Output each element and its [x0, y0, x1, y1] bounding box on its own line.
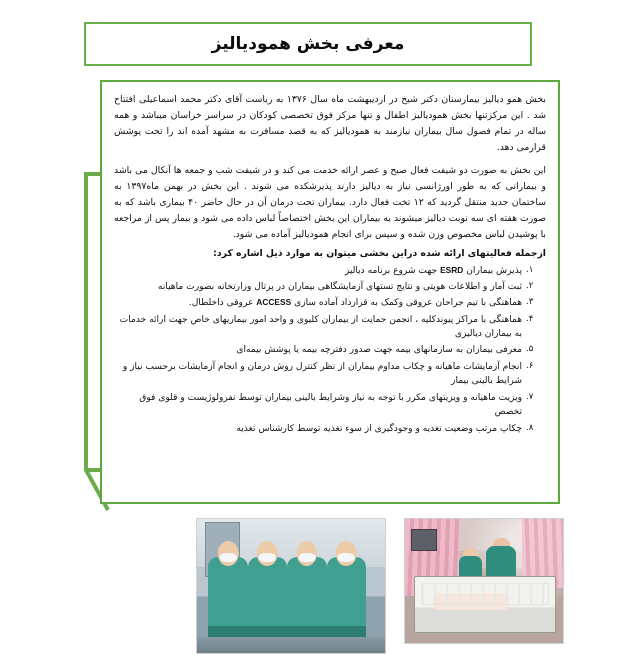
list-item: هماهنگی با مراکز پیوندکلیه ، انجمن حمایت از بیماران کلیوی و واحد امور بیماریهای خاص جهت ارائه خدمات به بیماران دیالیزی — [119, 314, 522, 340]
dialysis-patient-room-photo — [404, 518, 564, 644]
photo-row — [112, 518, 564, 654]
document-body — [100, 80, 560, 504]
list-item: چکاپ مرتب وضعیت تغذیه و وجودگیری از سوء تغذیه توسط کارشناس تغذیه — [236, 423, 522, 434]
list-item: ثبت آمار و اطلاعات هویتی و نتایج تستهای آزمایشگاهی بیماران در پرتال وزارتخانه بصورت ماهیانه — [157, 282, 522, 293]
list-item: پذیرش بیماران ESRD جهت شروع برنامه دیالیز — [344, 264, 522, 276]
list-item: ویزیت ماهیانه و ویزیتهای مکرر با توجه به نیاز وشرایط بالینی بیماران توسط نفرولوژیست و قلوی فوق تخصص — [139, 392, 522, 418]
nursing-staff-group-photo — [196, 518, 386, 654]
acronym: ACCESS — [256, 297, 292, 308]
paragraph-2: این بخش به صورت دو شیفت فعال صبح و عصر ارائه خدمت می کند و در شیفت شب و جمعه ها آنکال می باشد و بیمارانی که به طور اورژانسی نیاز به دیالیز دارند پذیرشکده می شوند . این بخش در بهمن ماه۱۳۹۷ به ساختمان جدید منتقل گردید که ۱۲ تخت فعال دارد. بیماران تحت درمان آن در حال حاضر ۴۰ بیماری باشد که به صورت هفته ای سه نوبت دیالیز میشوند به بیماران این بخش اختصاصاً لباس داده می شود و بیمار پس از مراجعه با پوشیدن لباس مخصوص وزن شده و سپس برای انجام همودیالیز آماده می شود. — [114, 164, 546, 240]
list-item: معرفی بیماران به سازمانهای بیمه جهت صدور دفترچه بیمه یا پوشش بیمه‌ای — [236, 345, 522, 356]
list-item: هماهنگی با تیم جراحان عروقی وکمک به قرارداد آماده سازی ACCESS عروقی داخلطال. — [188, 297, 522, 309]
document-title-banner — [84, 22, 532, 66]
activities-intro: ازجمله فعالیتهای ارائه شده دراین بخشی میتوان به موارد ذیل اشاره کرد: — [213, 247, 546, 259]
activities-list — [114, 264, 546, 436]
list-item: انجام آزمایشات ماهیانه و چکاب مداوم بیماران از نظر کنترل روش درمان و انجام آزمایشات برحسب نیاز و شرایط بالینی بیمار — [122, 361, 522, 387]
page-title: معرفی بخش همودیالیز — [211, 34, 405, 54]
acronym: ESRD — [440, 264, 464, 275]
paragraph-1: بخش همو دیالیز بیمارستان دکتر شیخ در اردیبهشت ماه سال ۱۳۷۶ به ریاست آقای دکتر محمد اسماعیلی افتتاح شد . این مرکزتنها بخش همودیالیز اطفال و تنها مرکز فوق تخصصی کودکان در سراسر خراسان میباشد و همه ساله در تمام فصول سال بیماران نیازمند به همودیالیز که به قصد مسافرت به مشهد آمده اند را تحت پوشش قرارمی دهد. — [114, 94, 546, 153]
